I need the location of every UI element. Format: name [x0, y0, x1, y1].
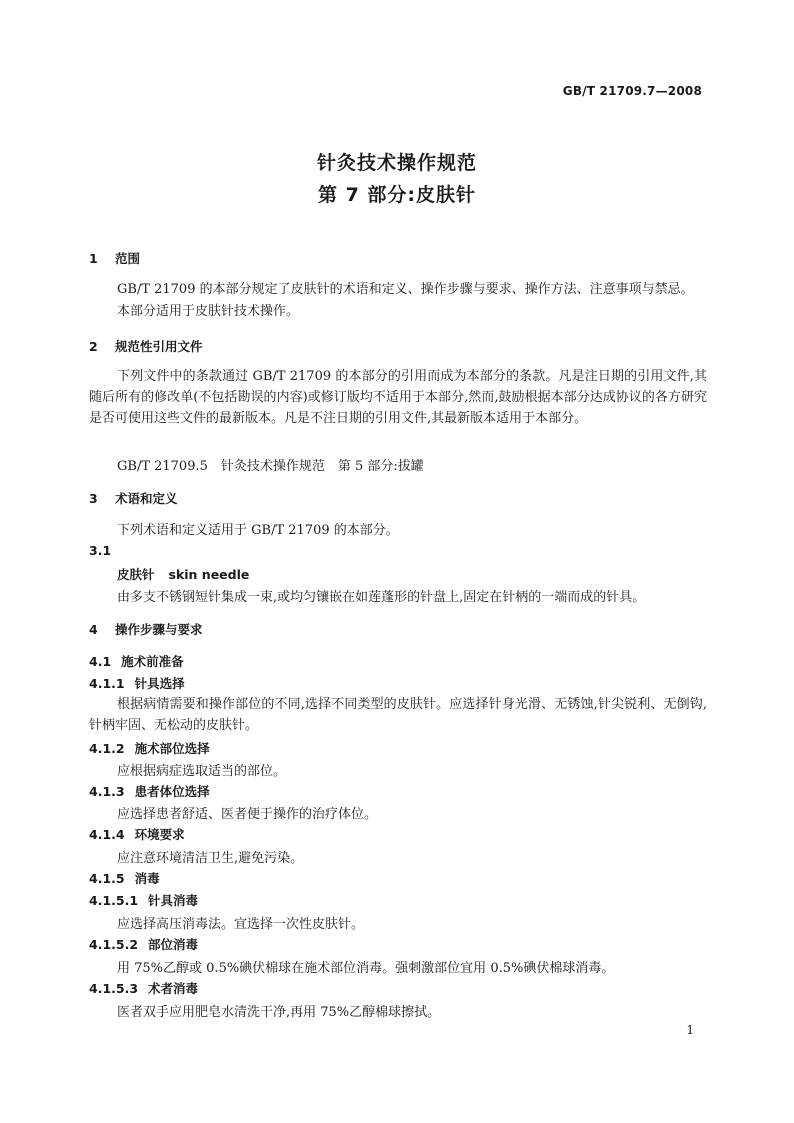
paragraph: 应根据病症选取适当的部位。	[117, 764, 287, 779]
subsection-heading	[89, 674, 185, 692]
section-heading-1	[89, 249, 140, 267]
paragraph: 应注意环境清洁卫生,避免污染。	[117, 851, 304, 866]
subsection-number: 4.1.5.1	[89, 893, 139, 908]
section-heading-2	[89, 337, 203, 355]
term-chinese: 皮肤针	[117, 567, 155, 582]
subsection-heading	[89, 979, 198, 997]
section-heading-3	[89, 489, 178, 507]
subsection-title: 针具选择	[134, 676, 185, 691]
paragraph: 用 75%乙醇或 0.5%碘伏棉球在施术部位消毒。强刺激部位宜用 0.5%碘伏棉球消毒。	[117, 961, 615, 976]
subsection-number: 4.1	[89, 654, 112, 669]
section-title: 术语和定义	[115, 491, 178, 506]
term-english: skin needle	[168, 567, 250, 582]
subsection-number: 4.1.4	[89, 827, 125, 842]
term-entry	[117, 565, 249, 583]
subsection-number: 4.1.3	[89, 784, 125, 799]
term-definition: 由多支不锈钢短针集成一束,或均匀镶嵌在如莲蓬形的针盘上,固定在针柄的一端而成的针具。	[117, 590, 646, 605]
subsection-heading	[89, 891, 198, 909]
section-number: 3	[89, 491, 98, 506]
section-heading-4	[89, 620, 203, 638]
paragraph: 应选择高压消毒法。宜选择一次性皮肤针。	[117, 917, 365, 932]
paragraph: 下列术语和定义适用于 GB/T 21709 的本部分。	[117, 523, 399, 538]
section-title: 规范性引用文件	[115, 339, 203, 354]
subsection-heading	[89, 782, 210, 800]
paragraph: GB/T 21709 的本部分规定了皮肤针的术语和定义、操作步骤与要求、操作方法、注意事项与禁忌。	[117, 282, 694, 297]
section-number: 4	[89, 622, 98, 637]
subsection-number: 4.1.5	[89, 871, 125, 886]
paragraph: 应选择患者舒适、医者便于操作的治疗体位。	[117, 807, 378, 822]
subsection-title: 术者消毒	[148, 981, 199, 996]
reference-item: GB/T 21709.5 针灸技术操作规范 第 5 部分:拔罐	[117, 459, 424, 474]
document-subtitle: 第 7 部分:皮肤针	[317, 184, 477, 206]
subsection-heading	[89, 935, 198, 953]
subsection-title: 施术部位选择	[134, 741, 210, 756]
subsection-title: 环境要求	[134, 827, 185, 842]
subsection-title: 针具消毒	[148, 893, 199, 908]
subsection-heading	[89, 825, 185, 843]
subsection-number: 4.1.5.2	[89, 937, 139, 952]
subsection-title: 部位消毒	[148, 937, 199, 952]
section-number: 1	[89, 251, 98, 266]
paragraph: 下列文件中的条款通过 GB/T 21709 的本部分的引用而成为本部分的条款。凡是注日期的引用文件,其随后所有的修改单(不包括勘误的内容)或修订版均不适用于本部分,然而,鼓励根据本部分达成协议的各方研究是否可使用这些文件的最新版本。凡是不注日期的引用文件,其最新版本适用于本部分。	[89, 369, 707, 426]
subsection-number: 4.1.5.3	[89, 981, 139, 996]
subsection-title: 患者体位选择	[134, 784, 210, 799]
subsection-number: 4.1.2	[89, 741, 125, 756]
subsection-heading	[89, 869, 160, 887]
term-number: 3.1	[89, 543, 112, 558]
section-title: 范围	[115, 251, 141, 266]
paragraph: 本部分适用于皮肤针技术操作。	[117, 304, 300, 319]
subsection-heading	[89, 652, 184, 670]
subsection-title: 施术前准备	[121, 654, 184, 669]
standard-code: GB/T 21709.7—2008	[562, 84, 702, 98]
subsection-number: 4.1.1	[89, 676, 125, 691]
page-number: 1	[686, 1023, 694, 1037]
subsection-heading	[89, 739, 210, 757]
document-title: 针灸技术操作规范	[316, 152, 477, 174]
section-number: 2	[89, 339, 98, 354]
section-title: 操作步骤与要求	[115, 622, 203, 637]
paragraph: 根据病情需要和操作部位的不同,选择不同类型的皮肤针。应选择针身光滑、无锈蚀,针尖锐利、无倒钩,针柄牢固、无松动的皮肤针。	[89, 697, 707, 733]
paragraph: 医者双手应用肥皂水清洗干净,再用 75%乙醇棉球擦拭。	[117, 1005, 441, 1020]
subsection-title: 消毒	[134, 871, 160, 886]
